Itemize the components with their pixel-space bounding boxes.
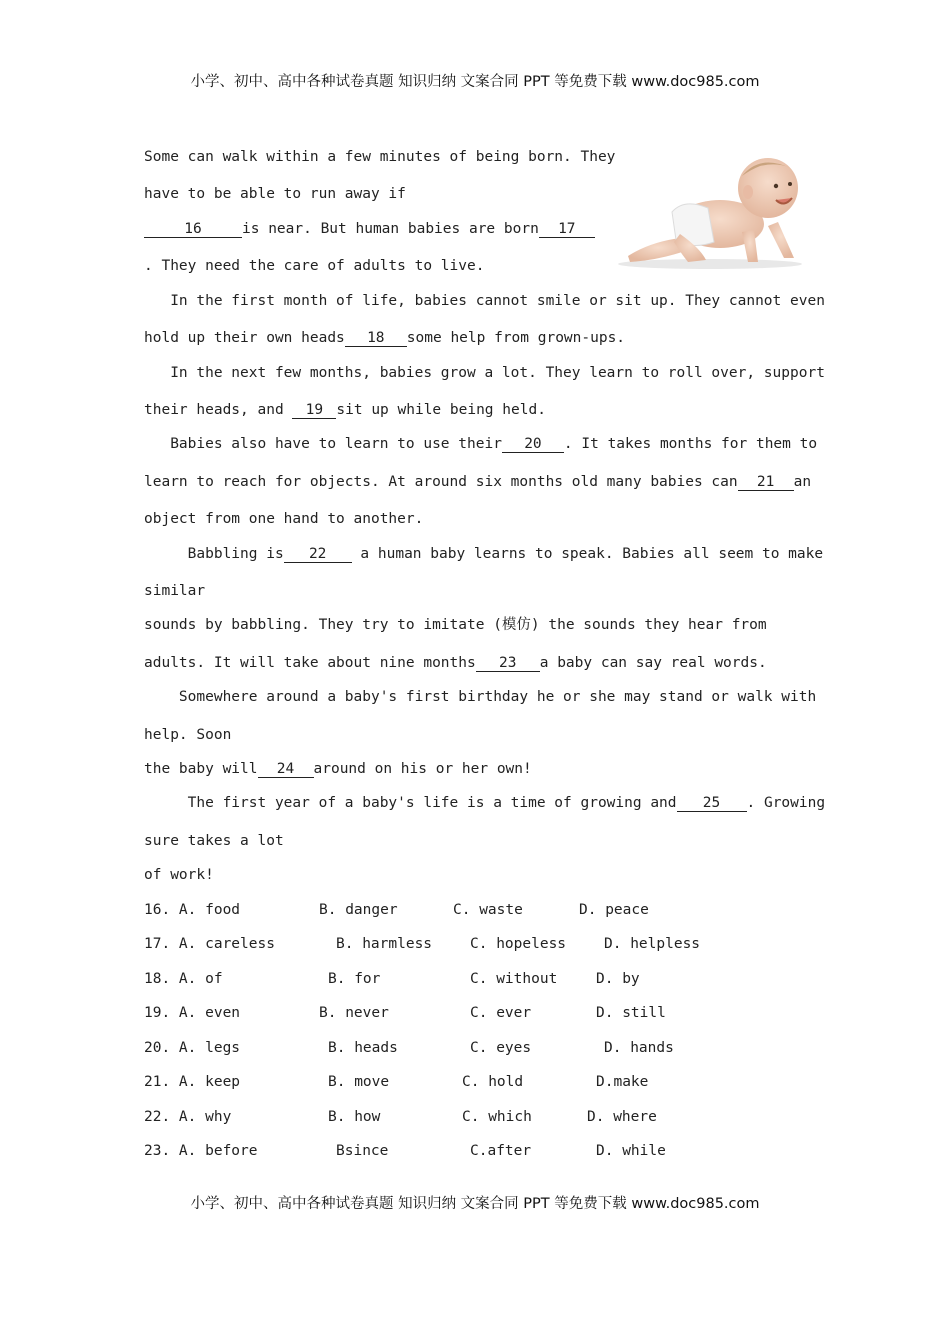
option-a[interactable]: 19. A. even: [144, 1005, 241, 1021]
blank-18[interactable]: 18: [345, 330, 407, 347]
option-c[interactable]: C. ever: [470, 1005, 532, 1021]
option-b[interactable]: B. for: [328, 971, 381, 987]
option-a[interactable]: 21. A. keep: [144, 1074, 241, 1090]
option-c[interactable]: C. which: [462, 1109, 532, 1125]
passage-line-9: Babies also have to learn to use their 20 . It takes months for them to: [144, 436, 818, 452]
passage-line-16: Somewhere around a baby's first birthday he or she may stand or walk with: [144, 689, 817, 705]
option-b[interactable]: B. never: [319, 1005, 389, 1021]
option-b[interactable]: B. move: [328, 1074, 390, 1090]
option-b[interactable]: B. danger: [319, 902, 398, 918]
passage-line-15: adults. It will take about nine months 23 a baby can say real words.: [144, 655, 767, 671]
passage-line-17: help. Soon: [144, 727, 232, 743]
blank-20[interactable]: 20: [502, 436, 564, 453]
option-c[interactable]: C. eyes: [470, 1040, 532, 1056]
option-b[interactable]: B. harmless: [336, 936, 433, 952]
passage-line-7: In the next few months, babies grow a lot. They learn to roll over, support: [144, 365, 825, 381]
page-header: 小学、初中、高中各种试卷真题 知识归纳 文案合同 PPT 等免费下载 www.doc985.com: [190, 74, 760, 90]
passage-line-11: object from one hand to another.: [144, 511, 424, 527]
option-b[interactable]: B. heads: [328, 1040, 398, 1056]
passage-line-18: the baby will 24 around on his or her own!: [144, 761, 532, 777]
blank-21[interactable]: 21: [738, 474, 794, 491]
option-d[interactable]: D. still: [596, 1005, 666, 1021]
option-d[interactable]: D. helpless: [604, 936, 701, 952]
passage-line-10: learn to reach for objects. At around six months old many babies can 21 an: [144, 474, 812, 490]
passage-line-5: In the first month of life, babies cannot smile or sit up. They cannot even: [144, 293, 825, 309]
option-d[interactable]: D. hands: [604, 1040, 674, 1056]
blank-24[interactable]: 24: [258, 761, 314, 778]
passage-line-2: have to be able to run away if: [144, 186, 406, 202]
option-d[interactable]: D. by: [596, 971, 640, 987]
option-d[interactable]: D. where: [587, 1109, 657, 1125]
option-b[interactable]: B. how: [328, 1109, 381, 1125]
passage-line-21: of work!: [144, 867, 214, 883]
page-footer: 小学、初中、高中各种试卷真题 知识归纳 文案合同 PPT 等免费下载 www.doc985.com: [190, 1196, 760, 1212]
option-d[interactable]: D. peace: [579, 902, 649, 918]
option-c[interactable]: C.after: [470, 1143, 532, 1159]
option-a[interactable]: 22. A. why: [144, 1109, 232, 1125]
option-a[interactable]: 16. A. food: [144, 902, 241, 918]
passage-line-1: Some can walk within a few minutes of being born. They: [144, 149, 616, 165]
passage-line-12: Babbling is 22 a human baby learns to speak. Babies all seem to make: [144, 546, 824, 562]
passage-line-4: . They need the care of adults to live.: [144, 258, 485, 274]
option-a[interactable]: 18. A. of: [144, 971, 223, 987]
option-c[interactable]: C. hold: [462, 1074, 524, 1090]
option-d[interactable]: D.make: [596, 1074, 649, 1090]
blank-17[interactable]: 17: [539, 221, 595, 238]
option-c[interactable]: C. hopeless: [470, 936, 567, 952]
blank-22[interactable]: 22: [284, 546, 352, 563]
crawling-baby-image: [610, 138, 810, 270]
option-c[interactable]: C. waste: [453, 902, 523, 918]
blank-16[interactable]: 16: [144, 221, 242, 238]
option-d[interactable]: D. while: [596, 1143, 666, 1159]
passage-line-19: The first year of a baby's life is a time of growing and 25 . Growing: [144, 795, 826, 811]
option-a[interactable]: 20. A. legs: [144, 1040, 241, 1056]
blank-19[interactable]: 19: [292, 402, 336, 419]
passage-line-20: sure takes a lot: [144, 833, 284, 849]
passage-line-14: sounds by babbling. They try to imitate (模仿) the sounds they hear from: [144, 617, 767, 633]
option-b[interactable]: Bsince: [336, 1143, 389, 1159]
option-c[interactable]: C. without: [470, 971, 558, 987]
passage-line-6: hold up their own heads 18 some help from grown-ups.: [144, 330, 626, 346]
blank-23[interactable]: 23: [476, 655, 540, 672]
passage-line-13: similar: [144, 583, 206, 599]
blank-25[interactable]: 25: [677, 795, 747, 812]
option-a[interactable]: 17. A. careless: [144, 936, 275, 952]
passage-line-8: their heads, and 19 sit up while being held.: [144, 402, 546, 418]
option-a[interactable]: 23. A. before: [144, 1143, 258, 1159]
passage-line-3: 16 is near. But human babies are born 17: [144, 220, 595, 238]
